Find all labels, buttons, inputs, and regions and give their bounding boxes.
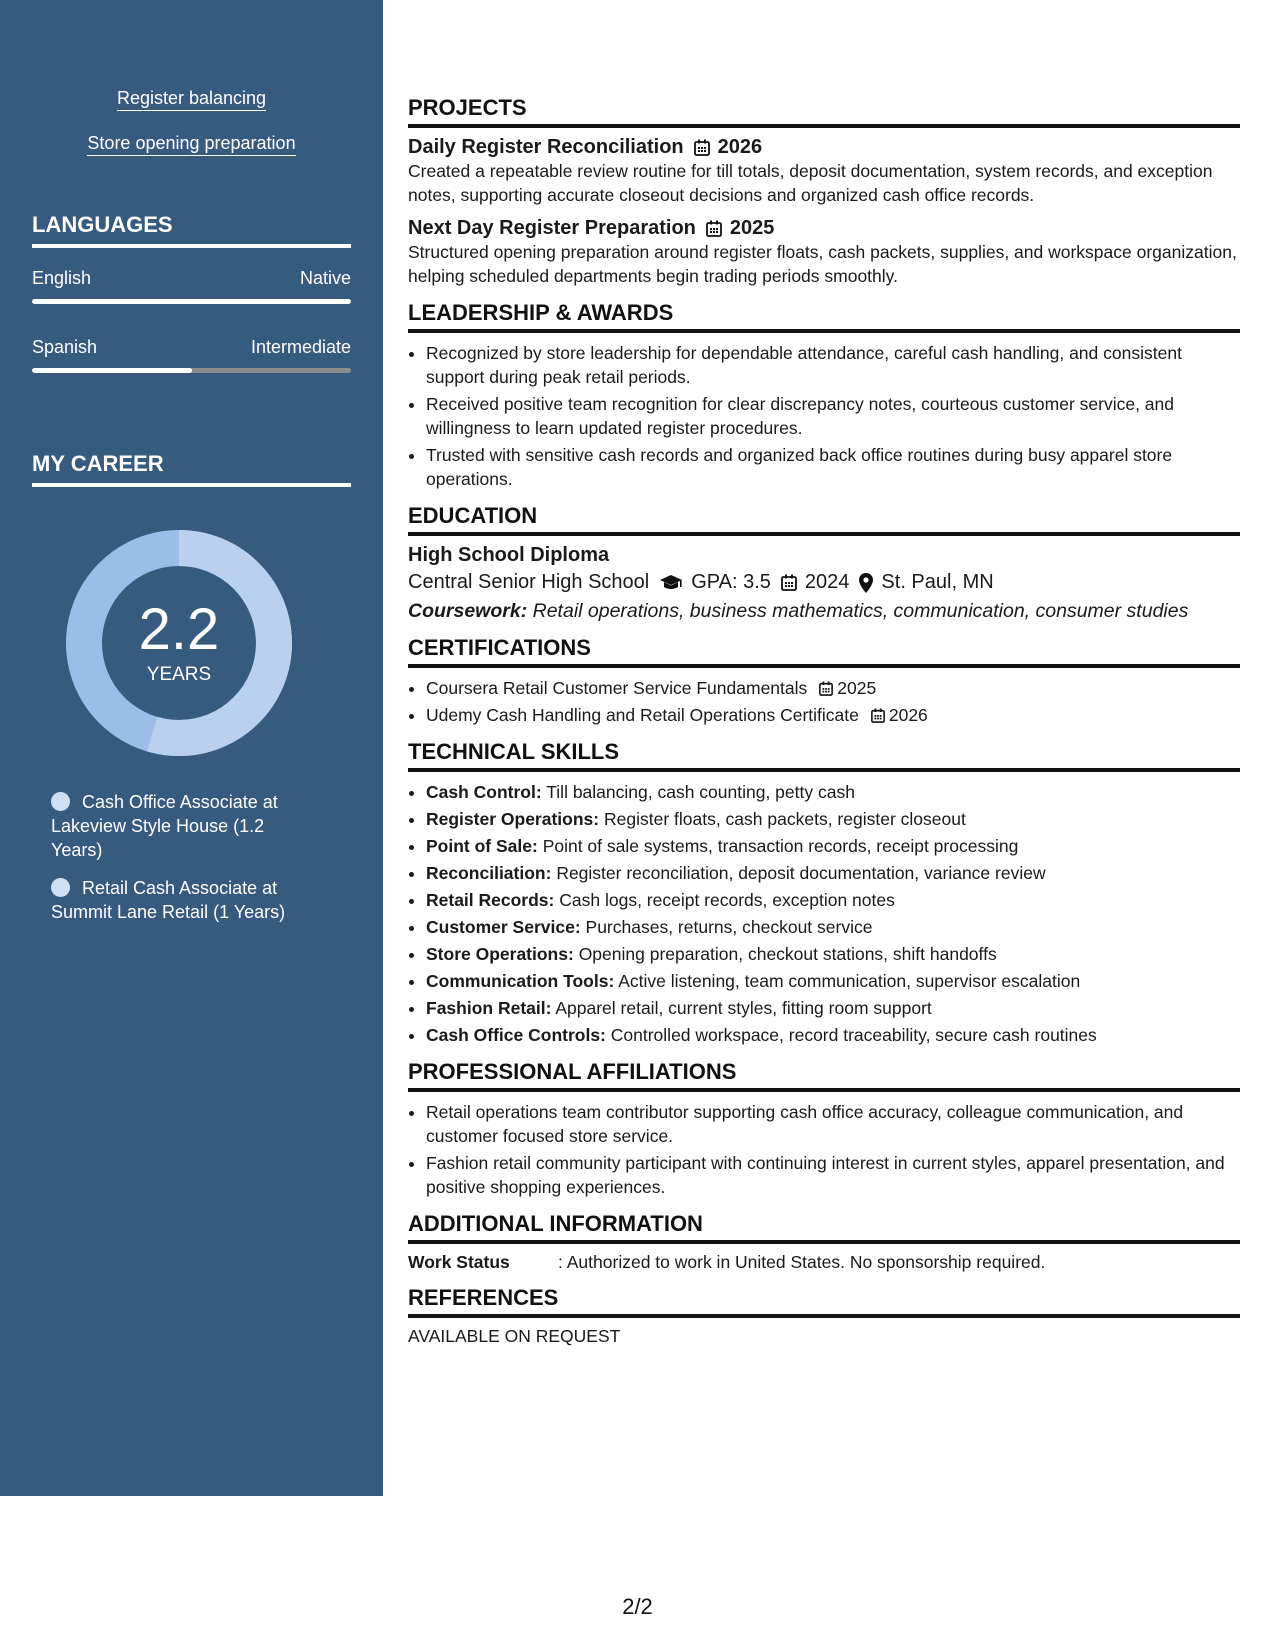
list-item: • Recognized by store leadership for dependable attendance, careful cash handling, and consistent support during peak retail periods.	[426, 341, 1240, 389]
certification-year: 2026	[888, 705, 928, 725]
career-item: Cash Office Associate at Lakeview Style House (1.2 Years)	[51, 792, 278, 860]
education-year: 2024	[804, 571, 850, 593]
skill-value: Point of sale systems, transaction records, receipt processing	[542, 836, 1019, 856]
list-item	[426, 942, 1240, 966]
project-description: Structured opening preparation around register floats, cash packets, supplies, and workspace organization, helping scheduled departments begin trading periods smoothly.	[408, 242, 1237, 286]
section-title: CERTIFICATIONS	[408, 635, 1240, 668]
bullet-dot-icon	[51, 878, 70, 897]
work-status-value: : Authorized to work in United States. No sponsorship required.	[558, 1252, 1046, 1272]
technical-skills-section	[408, 739, 1240, 1047]
skill-label: Customer Service:	[426, 917, 581, 937]
map-pin-icon	[859, 573, 873, 593]
projects-section	[408, 95, 1240, 288]
list-item: • Retail operations team contributor supporting cash office accuracy, colleague communication, and customer focused store service.	[426, 1100, 1240, 1148]
list-item: • Received positive team recognition for clear discrepancy notes, courteous customer service, and willingness to learn updated register procedures.	[426, 392, 1240, 440]
education-coursework	[408, 600, 1240, 623]
section-title: ADDITIONAL INFORMATION	[408, 1211, 1240, 1244]
section-title: LEADERSHIP & AWARDS	[408, 300, 1240, 333]
skill-label: Cash Control:	[426, 782, 542, 802]
education-gpa: GPA: 3.5	[691, 571, 771, 593]
certification-name: • Udemy Cash Handling and Retail Operations Certificate	[426, 705, 859, 725]
skill-value: Controlled workspace, record traceability, secure cash routines	[610, 1025, 1097, 1045]
certification-year: 2025	[837, 678, 877, 698]
project-year: 2026	[717, 136, 763, 158]
references-section	[408, 1285, 1240, 1347]
calendar-icon	[871, 708, 885, 723]
section-title: PROJECTS	[408, 95, 1240, 128]
additional-info-section	[408, 1211, 1240, 1273]
education-location: St. Paul, MN	[881, 571, 994, 593]
language-row-spanish	[32, 337, 351, 358]
language-level: Native	[299, 268, 351, 288]
leadership-section	[408, 300, 1240, 491]
list-item	[426, 807, 1240, 831]
main-content	[408, 95, 1240, 1359]
skill-value: Purchases, returns, checkout service	[585, 917, 873, 937]
list-item	[426, 861, 1240, 885]
skill-label: Store Operations:	[426, 944, 574, 964]
list-item: • Fashion retail community participant with continuing interest in current styles, apparel presentation, and positive shopping experiences.	[426, 1151, 1240, 1199]
coursework-text: Retail operations, business mathematics, communication, consumer studies	[532, 600, 1189, 622]
skill-link-register-balancing[interactable]: Register balancing	[0, 88, 383, 109]
calendar-icon	[781, 574, 797, 591]
education-degree: High School Diploma	[408, 544, 610, 566]
list-item	[426, 888, 1240, 912]
skill-value: Cash logs, receipt records, exception notes	[559, 890, 895, 910]
bullet-dot-icon	[51, 792, 70, 811]
language-name: English	[32, 268, 92, 288]
skill-value: Till balancing, cash counting, petty cash	[546, 782, 855, 802]
section-title: TECHNICAL SKILLS	[408, 739, 1240, 772]
project-year: 2025	[729, 217, 775, 239]
skill-value: Register reconciliation, deposit documentation, variance review	[556, 863, 1046, 883]
skill-value: Active listening, team communication, supervisor escalation	[618, 971, 1081, 991]
skill-label: Point of Sale:	[426, 836, 538, 856]
skill-label: Retail Records:	[426, 890, 555, 910]
section-title: EDUCATION	[408, 503, 1240, 536]
languages-heading: LANGUAGES	[32, 212, 351, 248]
certifications-section	[408, 635, 1240, 727]
graduation-cap-icon	[659, 574, 683, 592]
skill-label: Register Operations:	[426, 809, 600, 829]
list-item	[426, 676, 1240, 700]
career-total-years: 2.2	[138, 597, 220, 662]
project-entry	[408, 217, 1240, 288]
list-item	[426, 780, 1240, 804]
list-item	[426, 834, 1240, 858]
list-item	[426, 996, 1240, 1020]
affiliations-list	[408, 1100, 1240, 1199]
skill-label: Communication Tools:	[426, 971, 615, 991]
language-row-english	[32, 268, 351, 289]
affiliations-section	[408, 1059, 1240, 1199]
skill-label: Cash Office Controls:	[426, 1025, 606, 1045]
career-heading: MY CAREER	[32, 451, 351, 487]
list-item	[426, 703, 1240, 727]
coursework-label: Coursework:	[408, 600, 528, 622]
references-text: AVAILABLE ON REQUEST	[408, 1326, 621, 1346]
education-section	[408, 503, 1240, 623]
list-item	[426, 1023, 1240, 1047]
education-school: Central Senior High School	[408, 571, 650, 593]
project-name: Daily Register Reconciliation	[408, 136, 684, 158]
sidebar	[0, 0, 383, 1496]
calendar-icon	[819, 681, 833, 696]
career-unit-label: YEARS	[146, 664, 212, 685]
calendar-icon	[706, 220, 722, 237]
project-description: Created a repeatable review routine for till totals, deposit documentation, system records, and exception notes, supporting accurate closeout decisions and organized cash office records.	[408, 161, 1213, 205]
skill-value: Apparel retail, current styles, fitting room support	[555, 998, 932, 1018]
language-bar-fill	[32, 299, 351, 304]
language-bar-spanish	[32, 368, 351, 373]
project-entry	[408, 136, 1240, 207]
leadership-list	[408, 341, 1240, 491]
language-bar-fill	[32, 368, 192, 373]
skill-label: Fashion Retail:	[426, 998, 552, 1018]
section-title: PROFESSIONAL AFFILIATIONS	[408, 1059, 1240, 1092]
section-title: REFERENCES	[408, 1285, 1240, 1318]
page-number: 2/2	[622, 1594, 653, 1619]
list-item	[426, 915, 1240, 939]
language-level: Intermediate	[250, 337, 351, 357]
certification-name: • Coursera Retail Customer Service Fundamentals	[426, 678, 808, 698]
work-status-label: Work Status	[408, 1252, 510, 1272]
education-details	[408, 571, 1240, 594]
language-name: Spanish	[32, 337, 98, 357]
skill-link-store-opening[interactable]: Store opening preparation	[0, 133, 383, 154]
language-bar-english	[32, 299, 351, 304]
skill-value: Register floats, cash packets, register closeout	[603, 809, 966, 829]
list-item: • Trusted with sensitive cash records and organized back office routines during busy apparel store operations.	[426, 443, 1240, 491]
skill-value: Opening preparation, checkout stations, shift handoffs	[578, 944, 997, 964]
certifications-list	[408, 676, 1240, 727]
calendar-icon	[694, 139, 710, 156]
skill-label: Reconciliation:	[426, 863, 552, 883]
skills-list	[408, 780, 1240, 1047]
project-name: Next Day Register Preparation	[408, 217, 696, 239]
work-status-row	[408, 1252, 1240, 1273]
career-item: Retail Cash Associate at Summit Lane Retail (1 Years)	[51, 878, 286, 922]
list-item	[426, 969, 1240, 993]
